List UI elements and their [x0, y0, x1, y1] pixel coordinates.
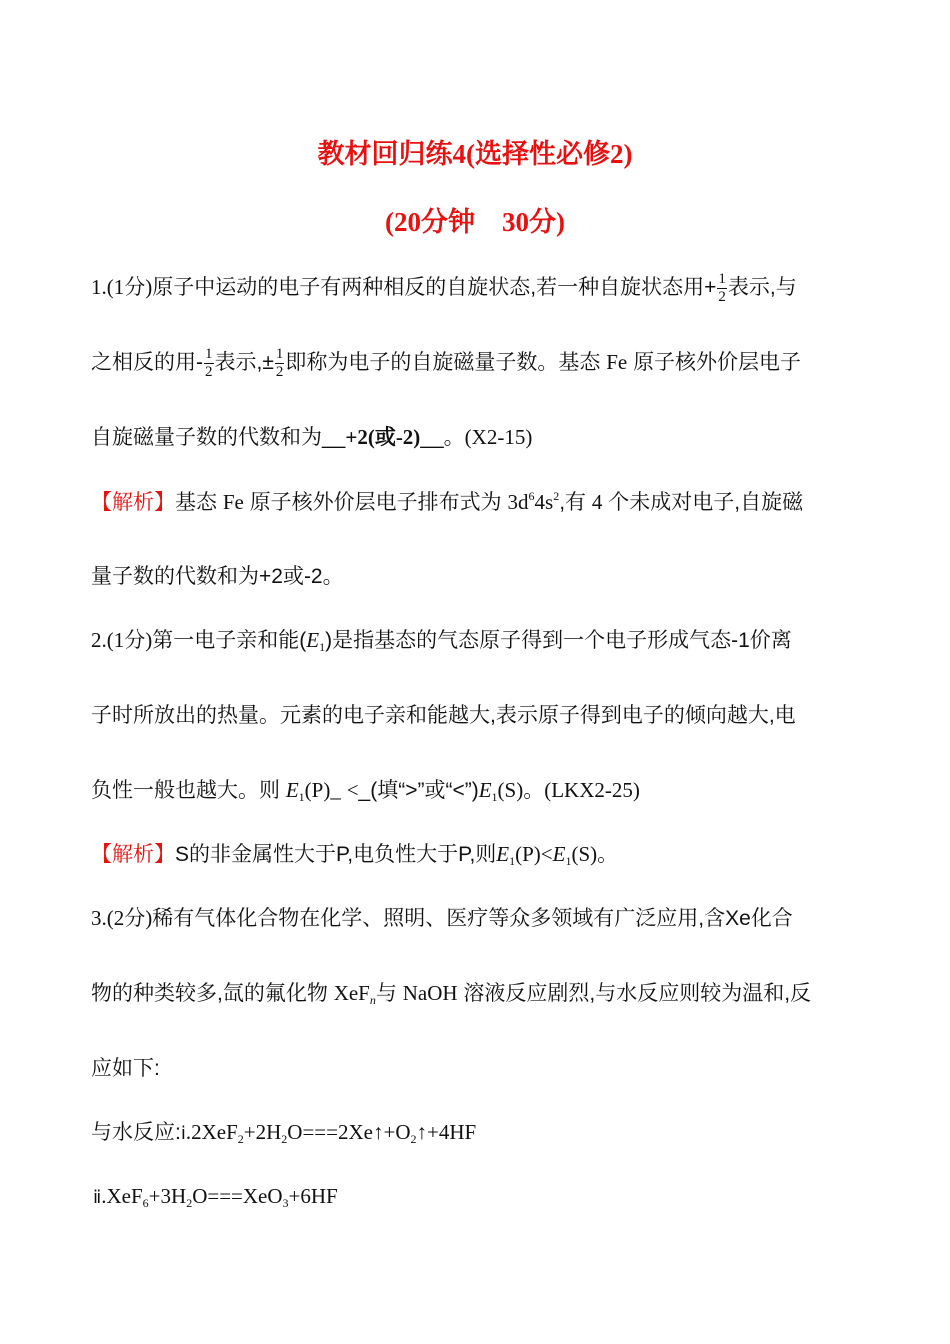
subscript: 1 — [491, 790, 498, 804]
q1-answer: +2(或-2) — [345, 425, 421, 449]
q1-reference: (X2-15) — [464, 425, 533, 449]
q1-element: Fe — [606, 350, 628, 375]
page-title: 教材回归练4(选择性必修2) — [317, 139, 633, 169]
q2-text: (S)。 — [497, 778, 545, 802]
page-subtitle: (20分钟 30分) — [385, 207, 565, 237]
roman-numeral-ii: ⅱ — [93, 1187, 102, 1207]
q2-reference: (LKX2-25) — [544, 778, 640, 802]
q1-text: 原子核外价层电子 — [633, 351, 802, 375]
a1-line-2 — [91, 566, 344, 587]
a2-text: S的非金属性大于P,电负性大于P,则 — [175, 843, 497, 866]
naoh: NaOH — [402, 981, 458, 1005]
q1-line-1 — [91, 272, 797, 305]
q2-text: )是指基态的气态原子得到一个电子形成气态-1价离 — [325, 629, 792, 652]
a1-text: 原子核外价层电子排布式为 — [249, 491, 502, 514]
q2-line-1 — [91, 630, 792, 653]
electron-config: $3d^64s^2$ — [507, 489, 560, 514]
q3-line-3 — [91, 1058, 160, 1079]
q1-line-3 — [91, 427, 532, 448]
a1-text: ,有 — [559, 491, 587, 514]
q1-text: 之相反的用- — [91, 351, 203, 375]
q2-text: _(填“>”或“<”) — [358, 779, 479, 802]
equation-1: $.2XeF_2+2H_2O===2Xe↑+O_2↑+4HF$ — [185, 1120, 477, 1146]
subscript: 1 — [319, 640, 326, 654]
analysis-label: 【解析】 — [91, 843, 175, 866]
q3-text: 溶液反应剧烈,与水反应则较为温和,反 — [463, 982, 812, 1005]
a1-element: Fe — [222, 490, 244, 514]
a1-text: 个未成对电子,自旋磁 — [608, 491, 804, 514]
subscript: 1 — [509, 854, 516, 868]
q3-text: 物的种类较多,氙的氟化物 — [91, 982, 328, 1005]
a1-line-1 — [91, 490, 803, 513]
q3-line-1 — [91, 908, 793, 929]
reaction-label: 与水反应: — [91, 1121, 181, 1144]
q3-text: 稀有气体化合物在化学、照明、医疗等众多领域有广泛应用,含Xe化合 — [152, 907, 793, 930]
roman-numeral-i: ⅰ — [180, 1123, 186, 1143]
q1-text: 即称为电子的自旋磁量子数。基态 — [285, 351, 601, 375]
symbol-e: E — [552, 842, 566, 866]
q3-number: 3.(2分) — [91, 906, 153, 930]
q2-number: 2.(1分) — [91, 628, 153, 652]
subscript: 1 — [298, 790, 305, 804]
subscript: 1 — [565, 854, 572, 868]
q1-text: 自旋磁量子数的代数和为__ — [91, 426, 346, 449]
q1-text: 表示,± — [214, 351, 274, 375]
q3-text: 应如下: — [91, 1057, 160, 1080]
analysis-label: 【解析】 — [91, 491, 175, 514]
a2-text: (S)。 — [571, 842, 619, 866]
a1-count: 4 — [591, 490, 603, 514]
a2-line-1 — [91, 844, 618, 867]
a1-text: 基态 — [175, 491, 217, 514]
q2-line-2 — [91, 705, 796, 726]
q3-text: 与 — [375, 982, 397, 1005]
a1-text: 量子数的代数和为+2或-2。 — [91, 565, 344, 588]
a2-text: (P)< — [515, 842, 553, 866]
q1-text: 原子中运动的电子有两种相反的自旋状态,若一种自旋状态用+ — [152, 276, 717, 300]
q2-text: (P)_ — [304, 778, 341, 802]
fraction-half: $\frac{1}{2}$ — [205, 346, 213, 380]
symbol-e: E — [496, 842, 510, 866]
symbol-e: E — [306, 628, 320, 652]
equation-2: $.XeF_6+3H_2O===XeO_3+6HF$ — [101, 1184, 338, 1210]
reaction-2 — [93, 1186, 338, 1209]
q2-text: 第一电子亲和能( — [152, 629, 307, 652]
q2-text: 负性一般也越大。则 — [91, 779, 280, 802]
q2-line-3 — [91, 780, 640, 803]
symbol-e: E — [285, 778, 299, 802]
reaction-1 — [91, 1122, 476, 1145]
fraction-half: $\frac{1}{2}$ — [718, 271, 726, 305]
q1-number: 1.(1分) — [91, 275, 153, 300]
xenon-fluoride: XeF$_n$ — [333, 981, 376, 1007]
fraction-half: $\frac{1}{2}$ — [275, 346, 284, 380]
q1-text: 表示,与 — [727, 276, 797, 300]
q1-text: __。 — [420, 426, 465, 449]
q2-answer: < — [346, 778, 359, 802]
q1-line-2 — [91, 347, 801, 380]
q2-text: 子时所放出的热量。元素的电子亲和能越大,表示原子得到电子的倾向越大,电 — [91, 704, 796, 727]
q3-line-2 — [91, 983, 811, 1006]
symbol-e: E — [478, 778, 492, 802]
